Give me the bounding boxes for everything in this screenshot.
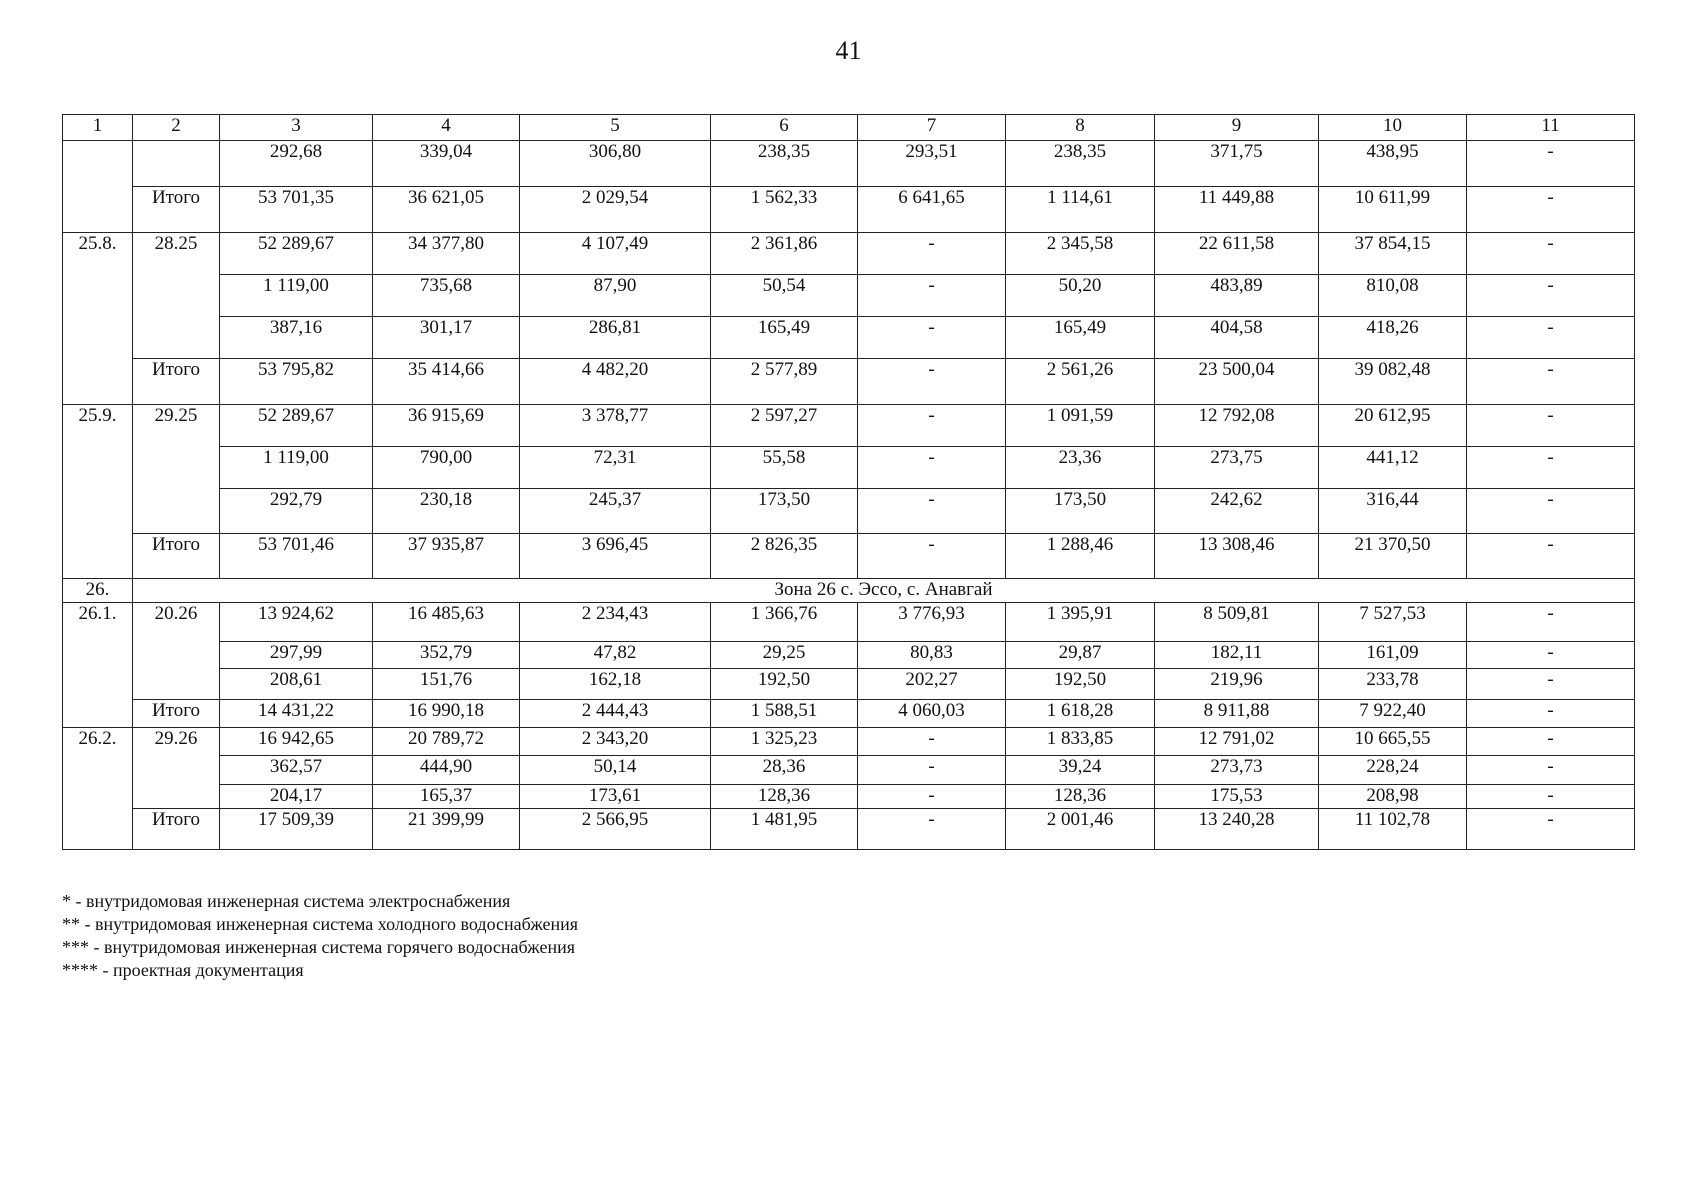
value-cell: - (1467, 756, 1635, 785)
value-cell: - (1467, 489, 1635, 534)
value-cell: 2 444,43 (520, 700, 711, 728)
column-number: 3 (220, 115, 373, 141)
value-cell: 2 566,95 (520, 809, 711, 850)
value-cell: 2 029,54 (520, 187, 711, 233)
value-cell: - (1467, 669, 1635, 700)
value-cell: 13 240,28 (1155, 809, 1319, 850)
footnote: **** - проектная документация (62, 960, 304, 980)
value-cell: 418,26 (1319, 317, 1467, 359)
value-cell: - (858, 233, 1006, 275)
value-cell: 2 577,89 (711, 359, 858, 405)
value-cell: 438,95 (1319, 141, 1467, 187)
value-cell: - (858, 728, 1006, 756)
value-cell: 286,81 (520, 317, 711, 359)
column-number: 8 (1006, 115, 1155, 141)
value-cell: 444,90 (373, 756, 520, 785)
value-cell: 292,79 (220, 489, 373, 534)
value-cell: 1 588,51 (711, 700, 858, 728)
data-table (62, 114, 1635, 850)
value-cell: - (1467, 141, 1635, 187)
value-cell: 242,62 (1155, 489, 1319, 534)
value-cell: - (1467, 275, 1635, 317)
value-cell: 4 482,20 (520, 359, 711, 405)
value-cell: 230,18 (373, 489, 520, 534)
value-cell: 1 395,91 (1006, 603, 1155, 642)
value-cell: 87,90 (520, 275, 711, 317)
total-label-cell: Итого (133, 187, 220, 233)
total-row (63, 187, 1635, 233)
value-cell: 2 597,27 (711, 405, 858, 447)
value-cell: 1 288,46 (1006, 534, 1155, 579)
value-cell: 10 611,99 (1319, 187, 1467, 233)
value-cell: - (858, 359, 1006, 405)
value-cell: 80,83 (858, 642, 1006, 669)
value-cell: - (1467, 534, 1635, 579)
zone-row (63, 579, 1635, 603)
value-cell: - (1467, 642, 1635, 669)
zone-number-cell: 26. (63, 579, 133, 603)
value-cell: - (1467, 233, 1635, 275)
value-cell: 50,14 (520, 756, 711, 785)
value-cell: 72,31 (520, 447, 711, 489)
value-cell: - (1467, 809, 1635, 850)
value-cell: 2 343,20 (520, 728, 711, 756)
value-cell: 7 922,40 (1319, 700, 1467, 728)
total-label-cell: Итого (133, 809, 220, 850)
value-cell: 13 924,62 (220, 603, 373, 642)
value-cell: 55,58 (711, 447, 858, 489)
value-cell: 37 935,87 (373, 534, 520, 579)
value-cell: 1 618,28 (1006, 700, 1155, 728)
value-cell: 173,50 (1006, 489, 1155, 534)
value-cell: 22 611,58 (1155, 233, 1319, 275)
value-cell: 219,96 (1155, 669, 1319, 700)
value-cell: 3 696,45 (520, 534, 711, 579)
footnote: * - внутридомовая инженерная система электроснабжения (62, 891, 511, 911)
column-number: 11 (1467, 115, 1635, 141)
value-cell: 371,75 (1155, 141, 1319, 187)
value-cell: 35 414,66 (373, 359, 520, 405)
column-number: 4 (373, 115, 520, 141)
value-cell: 52 289,67 (220, 405, 373, 447)
value-cell: 165,49 (711, 317, 858, 359)
value-cell: - (1467, 447, 1635, 489)
value-cell: 20 612,95 (1319, 405, 1467, 447)
value-cell: 13 308,46 (1155, 534, 1319, 579)
value-cell: - (1467, 187, 1635, 233)
value-cell: 50,54 (711, 275, 858, 317)
value-cell: 12 792,08 (1155, 405, 1319, 447)
value-cell: 339,04 (373, 141, 520, 187)
value-cell: 2 345,58 (1006, 233, 1155, 275)
value-cell: 790,00 (373, 447, 520, 489)
value-cell: 182,11 (1155, 642, 1319, 669)
code-cell: 29.25 (133, 405, 220, 534)
value-cell: 39,24 (1006, 756, 1155, 785)
value-cell: 1 119,00 (220, 447, 373, 489)
value-cell: 16 485,63 (373, 603, 520, 642)
value-cell: 7 527,53 (1319, 603, 1467, 642)
value-cell: 175,53 (1155, 785, 1319, 809)
footnotes (62, 890, 578, 982)
value-cell: 1 833,85 (1006, 728, 1155, 756)
code-cell: 20.26 (133, 603, 220, 700)
value-cell: 293,51 (858, 141, 1006, 187)
value-cell: - (1467, 700, 1635, 728)
value-cell: 37 854,15 (1319, 233, 1467, 275)
table-row (63, 233, 1635, 275)
value-cell: 306,80 (520, 141, 711, 187)
value-cell: 316,44 (1319, 489, 1467, 534)
value-cell: - (858, 405, 1006, 447)
value-cell: 165,49 (1006, 317, 1155, 359)
value-cell: 128,36 (711, 785, 858, 809)
value-cell: 1 562,33 (711, 187, 858, 233)
value-cell: 208,98 (1319, 785, 1467, 809)
value-cell: 20 789,72 (373, 728, 520, 756)
column-number: 10 (1319, 115, 1467, 141)
value-cell: 53 701,35 (220, 187, 373, 233)
value-cell: - (858, 756, 1006, 785)
column-number: 2 (133, 115, 220, 141)
value-cell: 4 107,49 (520, 233, 711, 275)
value-cell: 21 399,99 (373, 809, 520, 850)
value-cell: 2 001,46 (1006, 809, 1155, 850)
value-cell: 1 119,00 (220, 275, 373, 317)
value-cell: 173,50 (711, 489, 858, 534)
value-cell: - (858, 534, 1006, 579)
total-label-cell: Итого (133, 700, 220, 728)
value-cell: 53 701,46 (220, 534, 373, 579)
total-row (63, 359, 1635, 405)
value-cell: 297,99 (220, 642, 373, 669)
value-cell: 441,12 (1319, 447, 1467, 489)
total-row (63, 700, 1635, 728)
table-row (63, 642, 1635, 669)
total-row (63, 809, 1635, 850)
value-cell: 8 911,88 (1155, 700, 1319, 728)
footnote: ** - внутридомовая инженерная система холодного водоснабжения (62, 914, 579, 934)
value-cell: 301,17 (373, 317, 520, 359)
table-row (63, 317, 1635, 359)
column-number: 5 (520, 115, 711, 141)
value-cell: 192,50 (1006, 669, 1155, 700)
table-row (63, 447, 1635, 489)
value-cell: 362,57 (220, 756, 373, 785)
table-row (63, 275, 1635, 317)
value-cell: 1 325,23 (711, 728, 858, 756)
value-cell: 245,37 (520, 489, 711, 534)
value-cell: 165,37 (373, 785, 520, 809)
page-number: 41 (835, 36, 862, 65)
item-number-cell: 26.2. (63, 728, 133, 850)
value-cell: 151,76 (373, 669, 520, 700)
value-cell: 228,24 (1319, 756, 1467, 785)
value-cell: 29,87 (1006, 642, 1155, 669)
value-cell: 36 621,05 (373, 187, 520, 233)
row-label-cell (133, 141, 220, 187)
value-cell: - (858, 447, 1006, 489)
value-cell: 238,35 (711, 141, 858, 187)
value-cell: 128,36 (1006, 785, 1155, 809)
footnote: *** - внутридомовая инженерная система горячего водоснабжения (62, 937, 575, 957)
value-cell: 16 942,65 (220, 728, 373, 756)
value-cell: - (858, 317, 1006, 359)
value-cell: 3 378,77 (520, 405, 711, 447)
value-cell: 810,08 (1319, 275, 1467, 317)
value-cell: 36 915,69 (373, 405, 520, 447)
value-cell: 204,17 (220, 785, 373, 809)
total-row (63, 534, 1635, 579)
zone-title-cell: Зона 26 с. Эссо, с. Анавгай (133, 579, 1635, 603)
value-cell: 273,73 (1155, 756, 1319, 785)
value-cell: 387,16 (220, 317, 373, 359)
column-number-row (63, 115, 1635, 141)
value-cell: 8 509,81 (1155, 603, 1319, 642)
code-cell: 28.25 (133, 233, 220, 359)
item-number-cell: 25.9. (63, 405, 133, 579)
value-cell: 17 509,39 (220, 809, 373, 850)
value-cell: 352,79 (373, 642, 520, 669)
item-number-cell: 26.1. (63, 603, 133, 728)
table-row (63, 489, 1635, 534)
value-cell: 1 481,95 (711, 809, 858, 850)
column-number: 1 (63, 115, 133, 141)
column-number: 7 (858, 115, 1006, 141)
value-cell: 404,58 (1155, 317, 1319, 359)
table-row (63, 603, 1635, 642)
value-cell: 1 091,59 (1006, 405, 1155, 447)
value-cell: 6 641,65 (858, 187, 1006, 233)
table-row (63, 669, 1635, 700)
value-cell: 12 791,02 (1155, 728, 1319, 756)
value-cell: 1 366,76 (711, 603, 858, 642)
value-cell: 28,36 (711, 756, 858, 785)
value-cell: - (858, 809, 1006, 850)
table-row (63, 728, 1635, 756)
value-cell: - (858, 785, 1006, 809)
column-number: 6 (711, 115, 858, 141)
value-cell: 29,25 (711, 642, 858, 669)
value-cell: - (858, 275, 1006, 317)
value-cell: 273,75 (1155, 447, 1319, 489)
item-number-cell: 25.8. (63, 233, 133, 405)
value-cell: - (1467, 317, 1635, 359)
value-cell: 173,61 (520, 785, 711, 809)
table-row (63, 141, 1635, 187)
table-row (63, 756, 1635, 785)
value-cell: 1 114,61 (1006, 187, 1155, 233)
value-cell: 2 561,26 (1006, 359, 1155, 405)
code-cell: 29.26 (133, 728, 220, 809)
value-cell: - (1467, 728, 1635, 756)
total-label-cell: Итого (133, 534, 220, 579)
value-cell: - (1467, 405, 1635, 447)
value-cell: 4 060,03 (858, 700, 1006, 728)
value-cell: 47,82 (520, 642, 711, 669)
value-cell: 162,18 (520, 669, 711, 700)
value-cell: 50,20 (1006, 275, 1155, 317)
value-cell: 3 776,93 (858, 603, 1006, 642)
value-cell: 735,68 (373, 275, 520, 317)
table-row (63, 405, 1635, 447)
value-cell: 2 234,43 (520, 603, 711, 642)
value-cell: 23,36 (1006, 447, 1155, 489)
value-cell: 202,27 (858, 669, 1006, 700)
value-cell: 2 361,86 (711, 233, 858, 275)
total-label-cell: Итого (133, 359, 220, 405)
value-cell: - (1467, 359, 1635, 405)
value-cell: - (1467, 785, 1635, 809)
value-cell: 39 082,48 (1319, 359, 1467, 405)
value-cell: 16 990,18 (373, 700, 520, 728)
value-cell: 483,89 (1155, 275, 1319, 317)
value-cell: 23 500,04 (1155, 359, 1319, 405)
value-cell: 14 431,22 (220, 700, 373, 728)
value-cell: 52 289,67 (220, 233, 373, 275)
value-cell: 161,09 (1319, 642, 1467, 669)
value-cell: 2 826,35 (711, 534, 858, 579)
value-cell: 238,35 (1006, 141, 1155, 187)
value-cell: 34 377,80 (373, 233, 520, 275)
value-cell: 10 665,55 (1319, 728, 1467, 756)
value-cell: 21 370,50 (1319, 534, 1467, 579)
value-cell: 11 102,78 (1319, 809, 1467, 850)
value-cell: - (1467, 603, 1635, 642)
value-cell: 11 449,88 (1155, 187, 1319, 233)
value-cell: 208,61 (220, 669, 373, 700)
value-cell: 233,78 (1319, 669, 1467, 700)
value-cell: 192,50 (711, 669, 858, 700)
table-row (63, 785, 1635, 809)
value-cell: 292,68 (220, 141, 373, 187)
value-cell: 53 795,82 (220, 359, 373, 405)
item-number-cell (63, 141, 133, 233)
column-number: 9 (1155, 115, 1319, 141)
value-cell: - (858, 489, 1006, 534)
